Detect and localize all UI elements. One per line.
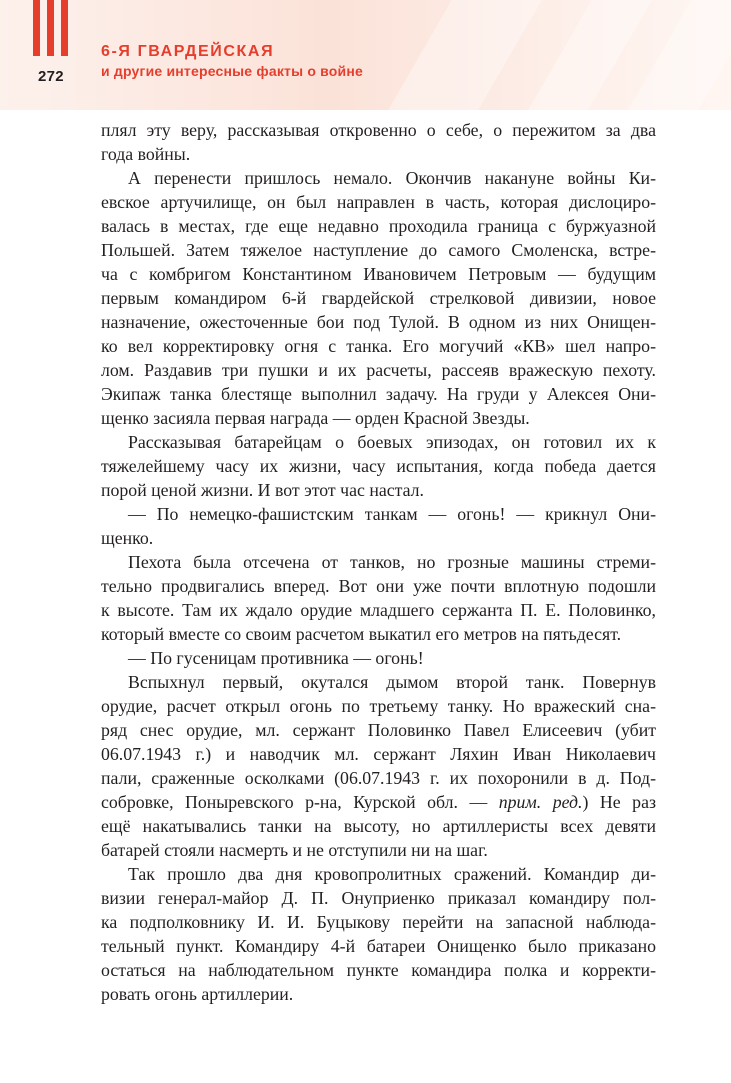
running-title-line2: и другие интересные факты о войне — [101, 63, 363, 79]
text-line: ещё накатывались танки на высоту, но артиллеристы всех девяти — [101, 816, 656, 836]
text-line: первым командиром 6-й гвардейской стрелковой дивизии, новое — [101, 288, 656, 308]
text-line: валась в местах, где еще недавно проходила граница с буржуазной — [101, 216, 656, 236]
text-line: остаться на наблюдательном пункте командира полка и корректи- — [101, 960, 656, 980]
text-line: тельный пункт. Командиру 4-й батареи Онищенко было приказано — [101, 936, 656, 956]
text-line: года войны. — [101, 144, 191, 164]
text-line: Пехота была отсечена от танков, но грозные машины стреми- — [128, 552, 656, 572]
text-line: 06.07.1943 г.) и наводчик мл. сержант Ляхин Иван Николаевич — [101, 744, 656, 764]
text-line: А перенести пришлось немало. Окончив накануне войны Ки- — [128, 168, 656, 188]
text-line: к высоте. Там их ждало орудие младшего сержанта П. Е. Половинко, — [101, 600, 656, 620]
text-line: Рассказывая батарейцам о боевых эпизодах, он готовил их к — [128, 432, 656, 452]
text-segment: собровке, Поныревского р-на, Курской обл. — — [101, 792, 499, 812]
header-decoration — [377, 0, 554, 110]
text-line: — По немецко-фашистским танкам — огонь! — крикнул Они- — [128, 504, 656, 524]
text-line: евское артучилище, он был направлен в часть, которая дислоциро- — [101, 192, 656, 212]
text-line: ка подполковнику И. И. Буцыкову перейти на запасной наблюда- — [101, 912, 656, 932]
editor-note: прим. ред. — [498, 792, 583, 812]
text-line: тельно продвигались вперед. Вот они уже почти вплотную подошли — [101, 576, 656, 596]
header-stripe — [61, 0, 68, 56]
text-line: щенко. — [101, 528, 154, 548]
header-stripe — [33, 0, 40, 56]
text-line: Польшей. Затем тяжелое наступление до самого Смоленска, встре- — [101, 240, 656, 260]
text-line: ровать огонь артиллерии. — [101, 984, 294, 1004]
text-line: тяжелейшему часу их жизни, часу испытания, когда победа дается — [101, 456, 656, 476]
text-line: порой ценой жизни. И вот этот час настал. — [101, 480, 424, 500]
text-line: плял эту веру, рассказывая откровенно о себе, о пережитом за два — [101, 120, 656, 140]
text-line: — По гусеницам противника — огонь! — [128, 648, 424, 668]
body-text — [101, 118, 656, 1006]
text-line: Так прошло два дня кровопролитных сражений. Командир ди- — [128, 864, 656, 884]
text-line — [101, 790, 656, 814]
text-line: батарей стояли насмерть и не отступили ни на шаг. — [101, 840, 488, 860]
page-number: 272 — [38, 68, 64, 85]
text-line: щенко засияла первая награда — орден Красной Звезды. — [101, 408, 530, 428]
text-line: Вспыхнул первый, окутался дымом второй танк. Повернув — [128, 672, 656, 692]
text-line: визии генерал-майор Д. П. Онуприенко приказал командиру пол- — [101, 888, 656, 908]
text-line: Экипаж танка блестяще выполнил задачу. На груди у Алексея Они- — [101, 384, 656, 404]
text-line: который вместе со своим расчетом выкатил его метров на пятьдесят. — [101, 624, 622, 644]
text-line: назначение, ожесточенные бои под Тулой. В одном из них Онищен- — [101, 312, 656, 332]
text-line: ча с комбригом Константином Ивановичем Петровым — будущим — [101, 264, 656, 284]
running-title-line1: 6-Я ГВАРДЕЙСКАЯ — [101, 43, 275, 60]
running-title — [101, 44, 363, 78]
text-line: орудие, расчет открыл огонь по третьему танку. Но вражеский сна- — [101, 696, 656, 716]
text-line: ко вел корректировку огня с танка. Его могучий «КВ» шел напро- — [101, 336, 656, 356]
header-stripe — [47, 0, 54, 56]
text-line: пали, сраженные осколками (06.07.1943 г. их похоронили в д. Под- — [101, 768, 656, 788]
text-segment: ) Не раз — [582, 792, 656, 812]
text-line: ряд снес орудие, мл. сержант Половинко Павел Елисеевич (убит — [101, 720, 656, 740]
text-line: лом. Раздавив три пушки и их расчеты, рассеяв вражескую пехоту. — [101, 360, 656, 380]
